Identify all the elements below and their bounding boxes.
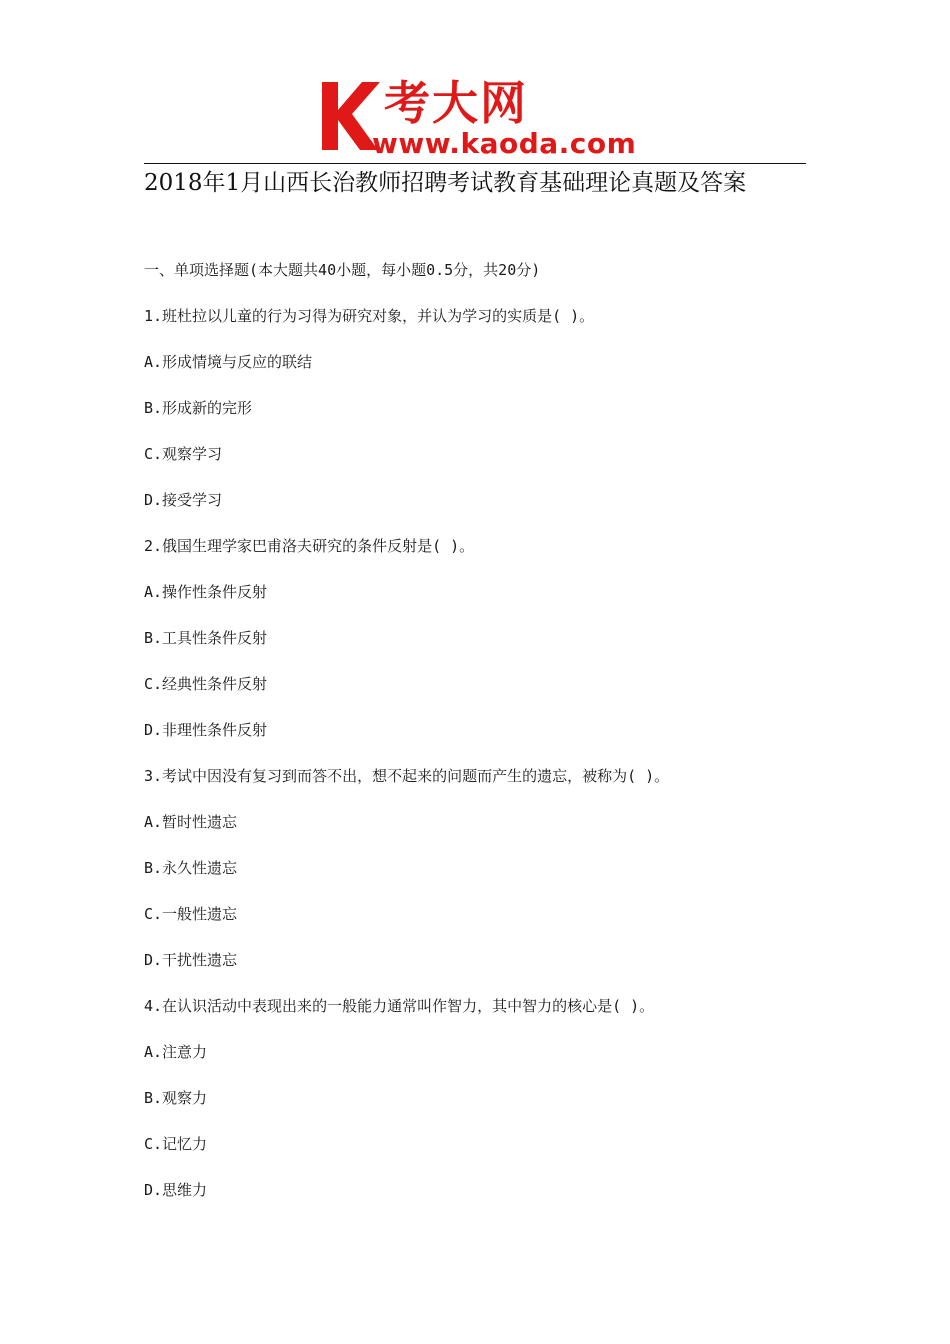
question-stem: 4.在认识活动中表现出来的一般能力通常叫作智力，其中智力的核心是( )。 <box>144 997 655 1015</box>
answer-option: A.操作性条件反射 <box>144 583 268 601</box>
answer-option: D.非理性条件反射 <box>144 721 268 739</box>
answer-option: D.接受学习 <box>144 491 223 509</box>
section-heading: 一、单项选择题(本大题共40小题，每小题0.5分，共20分) <box>144 261 541 279</box>
answer-option: C.观察学习 <box>144 445 223 463</box>
answer-option: C.记忆力 <box>144 1135 208 1153</box>
answer-option: B.永久性遗忘 <box>144 859 238 877</box>
answer-option: B.观察力 <box>144 1089 208 1107</box>
answer-option: A.注意力 <box>144 1043 208 1061</box>
answer-option: D.干扰性遗忘 <box>144 951 238 969</box>
answer-option: A.暂时性遗忘 <box>144 813 238 831</box>
question-stem: 2.俄国生理学家巴甫洛夫研究的条件反射是( )。 <box>144 537 475 555</box>
answer-option: A.形成情境与反应的联结 <box>144 353 313 371</box>
logo-chinese-text: 考大网 <box>384 76 528 130</box>
answer-option: D.思维力 <box>144 1181 208 1199</box>
logo-url-text: www.kaoda.com <box>372 127 637 160</box>
header-divider <box>144 163 806 164</box>
question-stem: 3.考试中因没有复习到而答不出，想不起来的问题而产生的遗忘，被称为( )。 <box>144 767 670 785</box>
answer-option: B.工具性条件反射 <box>144 629 268 647</box>
question-stem: 1.班杜拉以儿童的行为习得为研究对象，并认为学习的实质是( )。 <box>144 307 595 325</box>
answer-option: C.一般性遗忘 <box>144 905 238 923</box>
answer-option: C.经典性条件反射 <box>144 675 268 693</box>
document-title: 2018年1月山西长治教师招聘考试教育基础理论真题及答案 <box>144 170 747 196</box>
answer-option: B.形成新的完形 <box>144 399 253 417</box>
kaoda-logo <box>318 78 642 160</box>
